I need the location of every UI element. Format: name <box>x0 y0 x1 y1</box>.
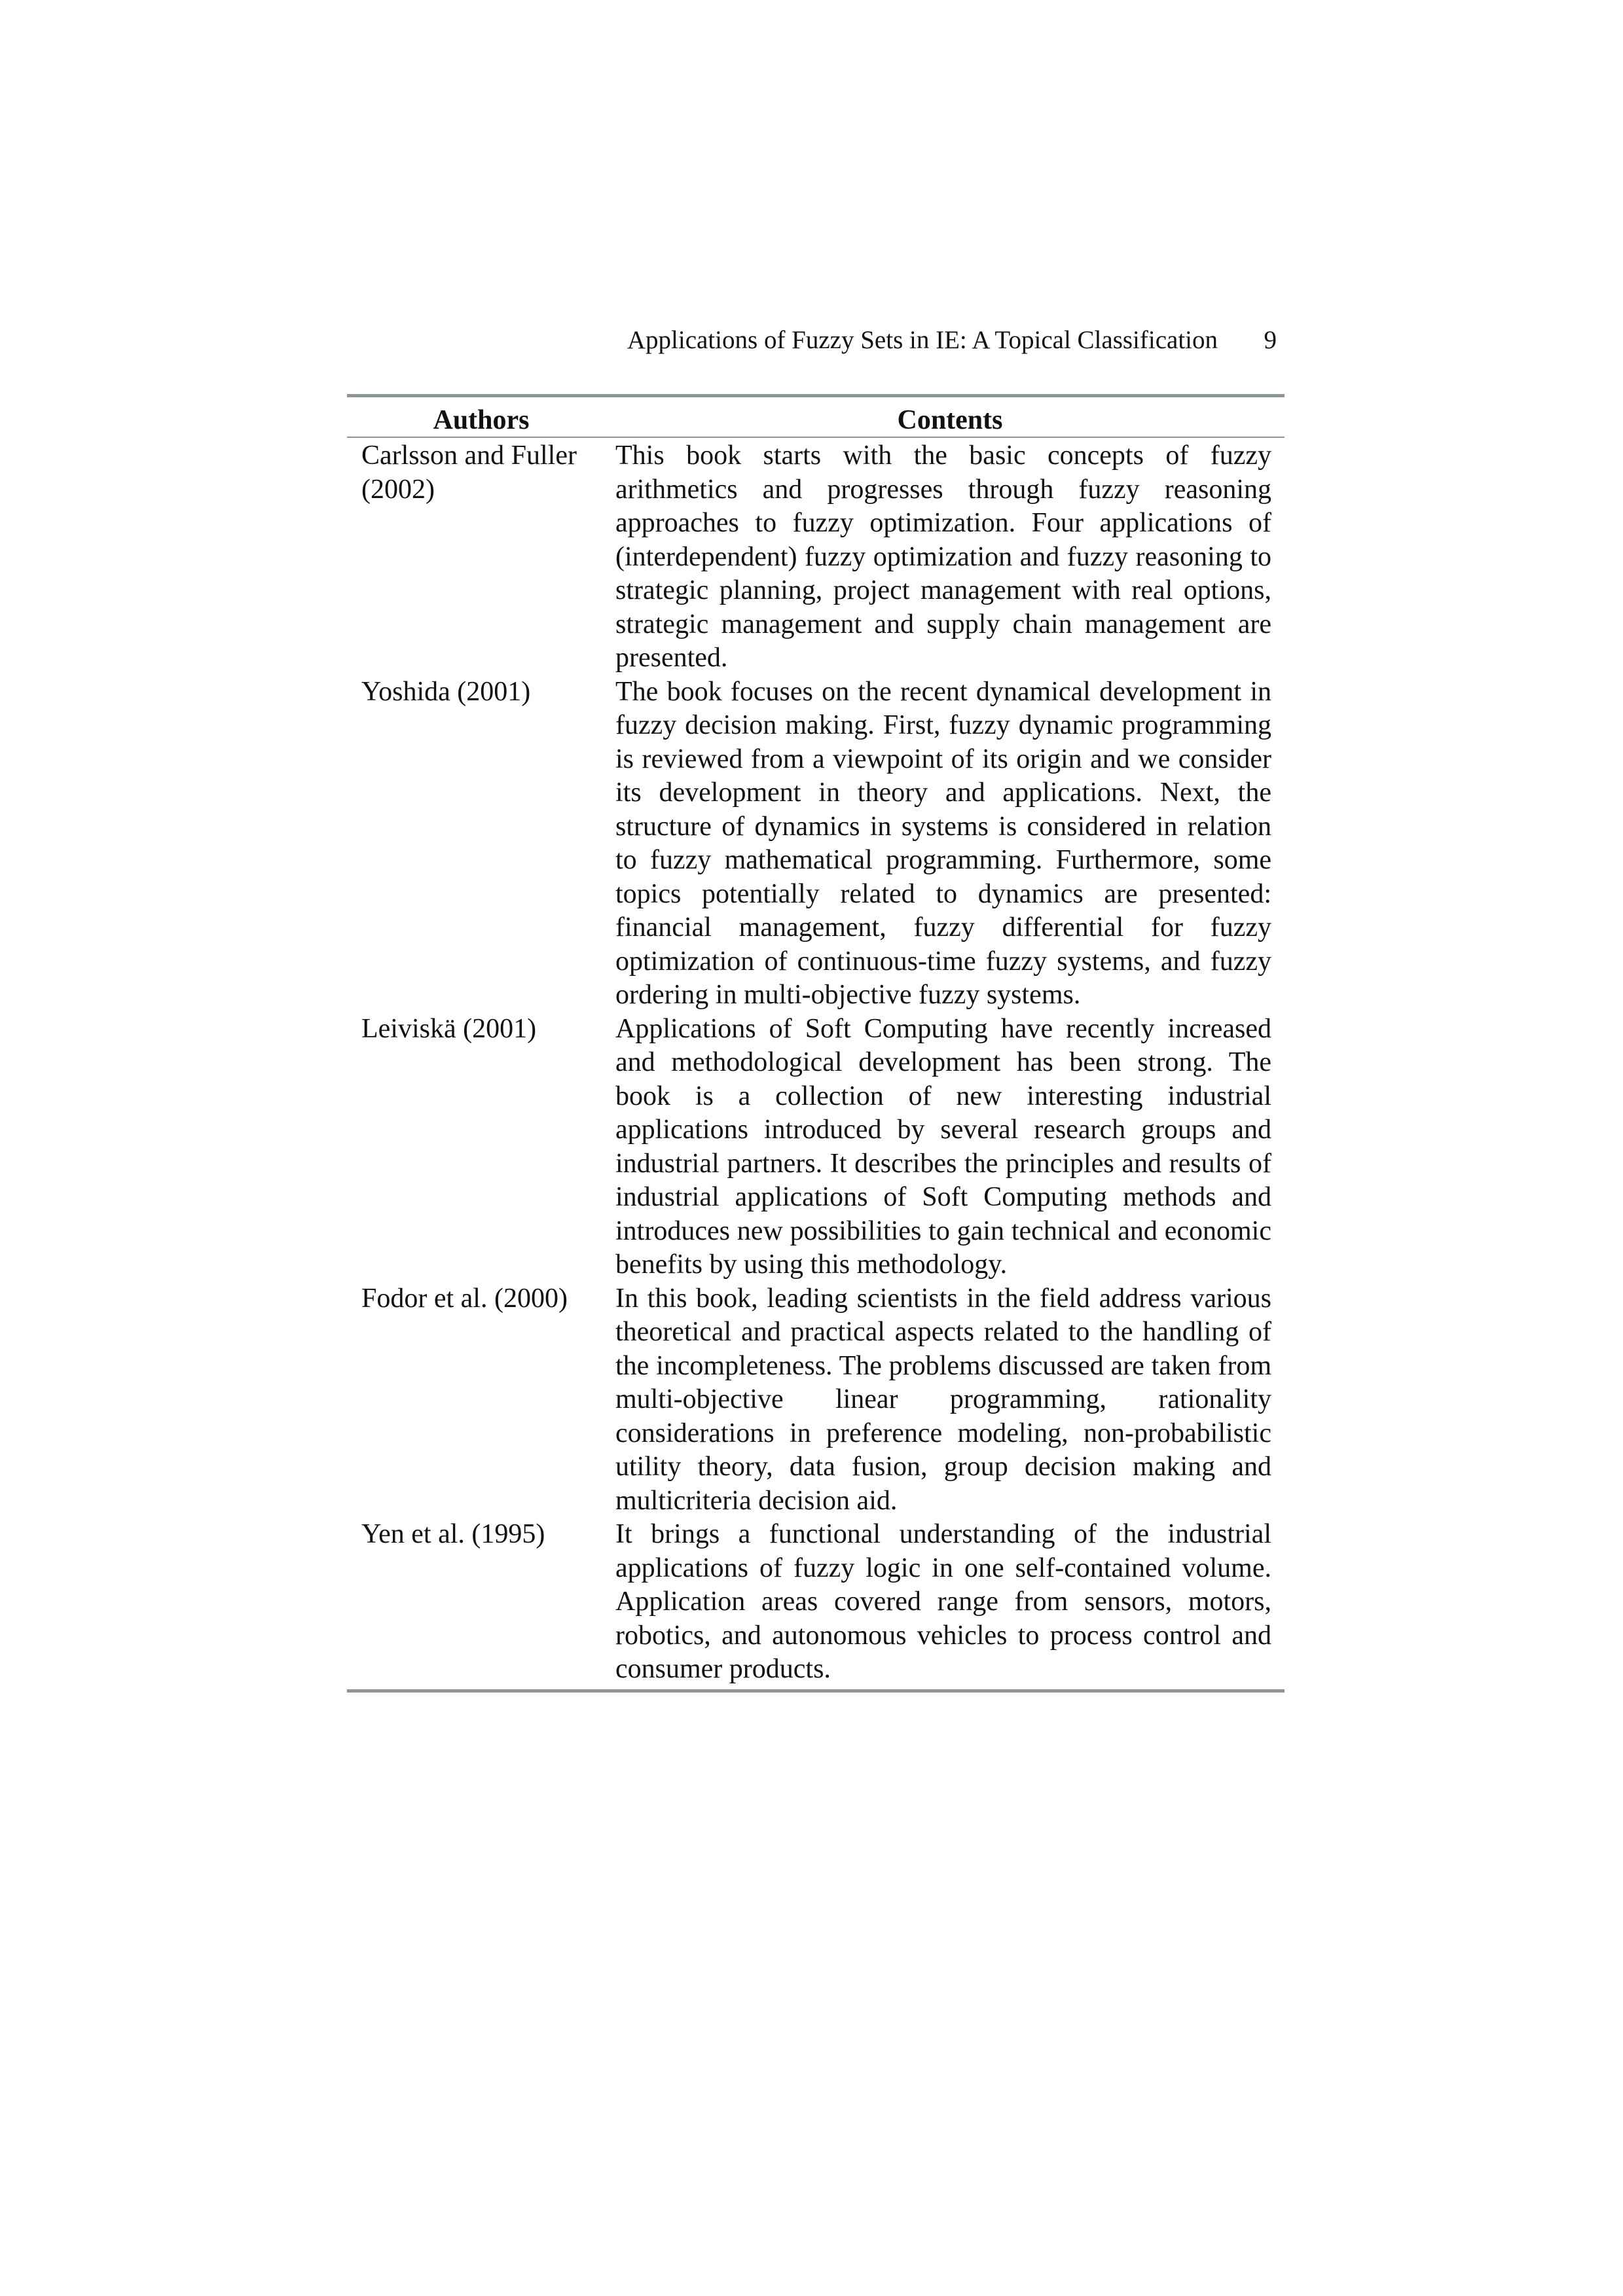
cell-contents: In this book, leading scientists in the field address various theoretical and practical aspects related to the handling of the incompleteness. The problems discussed are taken from multi-objective linear programming, rationality considerations in preference modeling, non-probabilistic utility theory, data fusion, group decision making and multicriteria decision aid. <box>615 1283 1271 1516</box>
cell-authors: Carlsson and Fuller (2002) <box>361 440 577 505</box>
literature-table <box>347 394 1285 1693</box>
cell-contents: Applications of Soft Computing have recently increased and methodological development has been strong. The book is a collection of new interesting industrial applications introduced by several research groups and industrial partners. It describes the principles and results of industrial applications of Soft Computing methods and introduces new possibilities to gain technical and economic benefits by using this methodology. <box>615 1013 1271 1280</box>
cell-authors: Yoshida (2001) <box>361 676 531 707</box>
table-body <box>347 437 1285 1691</box>
literature-table-wrapper <box>347 394 1285 1693</box>
table-header-row <box>347 396 1285 438</box>
cell-contents: This book starts with the basic concepts of fuzzy arithmetics and progresses through fuzzy reasoning approaches to fuzzy optimization. Four applications of (interdependent) fuzzy optimization and fuzzy reasoning to strategic planning, project management with real options, strategic management and supply chain management are presented. <box>615 440 1271 673</box>
table-row <box>347 437 1285 675</box>
table-row <box>347 1013 1285 1282</box>
table-header <box>347 396 1285 438</box>
table-row <box>347 675 1285 1013</box>
cell-contents: The book focuses on the recent dynamical development in fuzzy decision making. First, fuzzy dynamic programming is reviewed from a viewpoint of its origin and we consider its development in theory and applications. Next, the structure of dynamics in systems is considered in relation to fuzzy mathematical programming. Furthermore, some topics potentially related to dynamics are presented: financial management, fuzzy differential for fuzzy optimization of continuous-time fuzzy systems, and fuzzy ordering in multi-objective fuzzy systems. <box>615 676 1271 1010</box>
cell-contents: It brings a functional understanding of the industrial applications of fuzzy logic in one self-contained volume. Application areas covered range from sensors, motors, robotics, and autonomous vehicles to process control and consumer products. <box>615 1519 1271 1684</box>
cell-authors: Leiviskä (2001) <box>361 1013 537 1044</box>
cell-authors: Fodor et al. (2000) <box>361 1283 568 1314</box>
column-header-contents: Contents <box>615 396 1285 438</box>
running-title: Applications of Fuzzy Sets in IE: A Topical Classification <box>627 326 1218 354</box>
column-header-authors: Authors <box>347 396 615 438</box>
cell-authors: Yen et al. (1995) <box>361 1519 545 1549</box>
table-row <box>347 1518 1285 1691</box>
table-row <box>347 1282 1285 1518</box>
running-head <box>347 321 1277 360</box>
page-number: 9 <box>1264 326 1277 354</box>
